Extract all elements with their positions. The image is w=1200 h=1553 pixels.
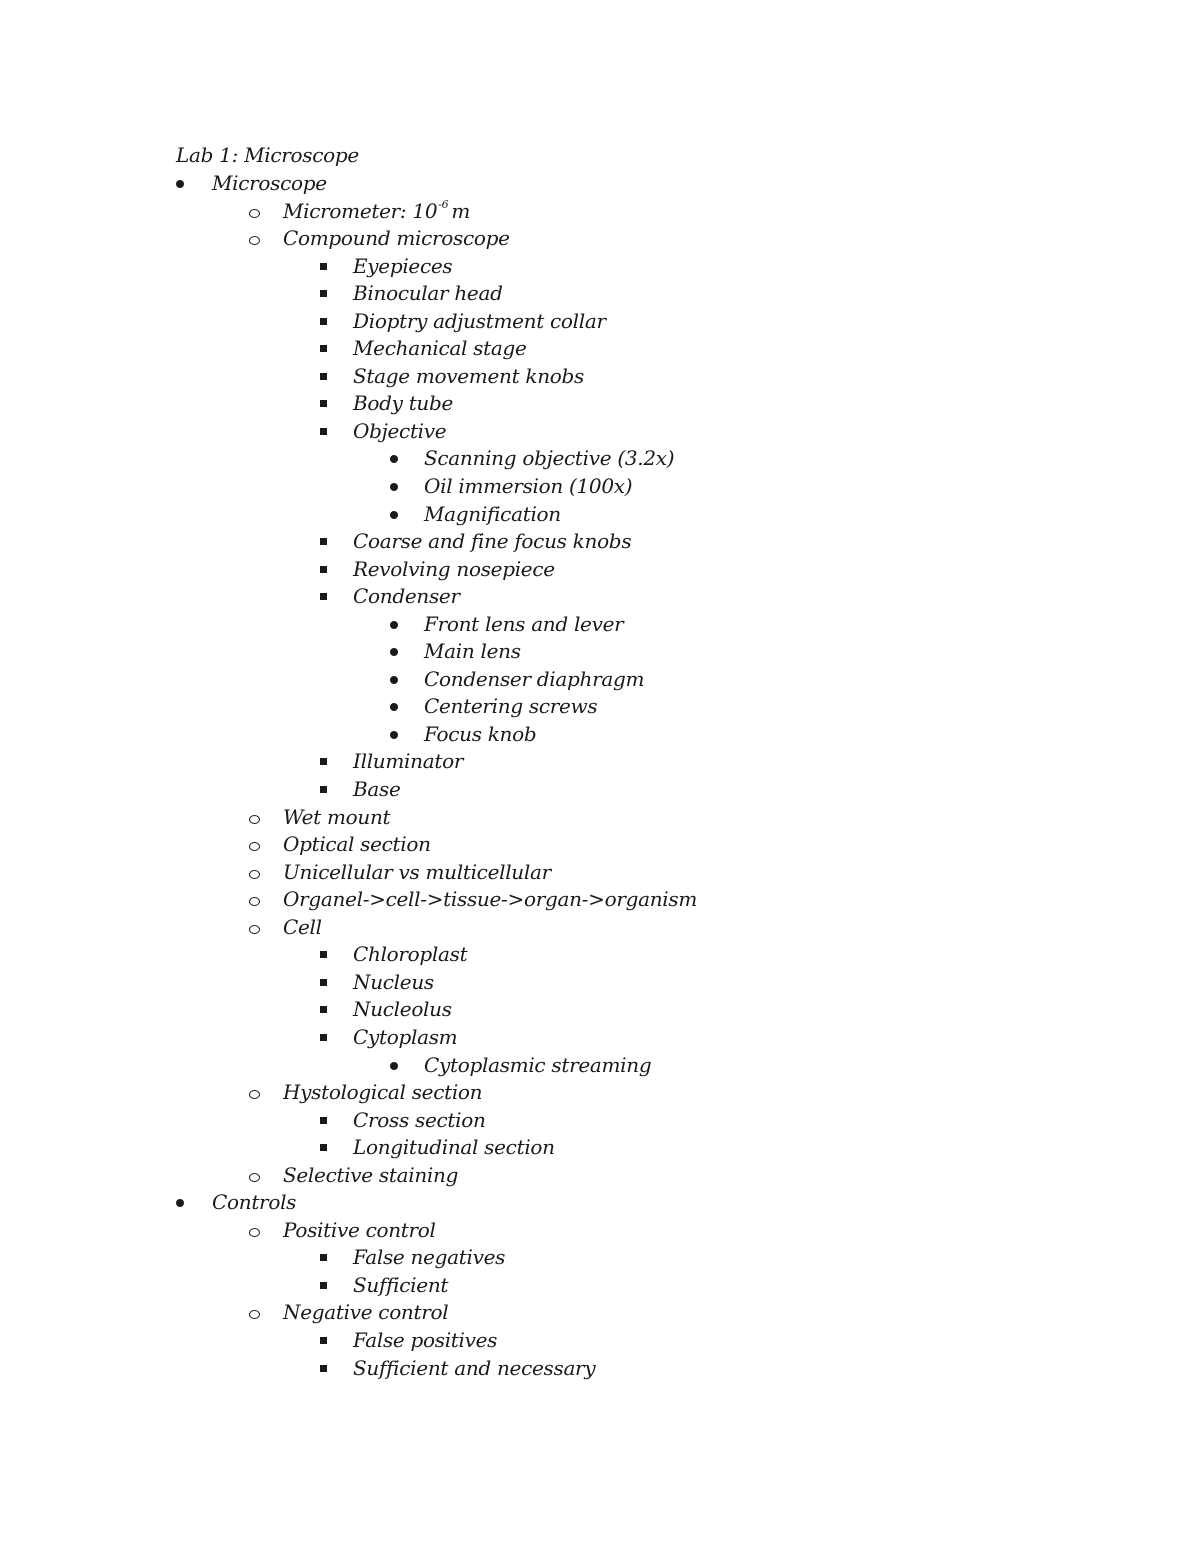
list-item-text bbox=[353, 996, 452, 1024]
bullet-disc-icon bbox=[390, 676, 398, 684]
list-item bbox=[0, 1162, 1200, 1190]
list-item-text bbox=[283, 1299, 448, 1327]
bullet-circle-icon bbox=[249, 925, 260, 934]
list-item bbox=[0, 1299, 1200, 1327]
list-item-text bbox=[424, 638, 521, 666]
list-item-text bbox=[353, 1355, 595, 1383]
bullet-square-icon bbox=[320, 1144, 327, 1151]
list-item-text bbox=[424, 445, 674, 473]
list-item bbox=[0, 225, 1200, 253]
list-item-label: Eyepieces bbox=[353, 253, 453, 278]
list-item-text bbox=[283, 859, 551, 887]
list-item-text bbox=[283, 914, 322, 942]
bullet-square-icon bbox=[320, 290, 327, 297]
list-item-text bbox=[353, 556, 555, 584]
list-item bbox=[0, 638, 1200, 666]
list-item-text bbox=[353, 969, 434, 997]
list-item bbox=[0, 528, 1200, 556]
list-item-text bbox=[283, 886, 697, 914]
list-item-label: Unicellular vs multicellular bbox=[283, 859, 551, 884]
list-item bbox=[0, 1355, 1200, 1383]
list-item bbox=[0, 693, 1200, 721]
list-item-label: Condenser diaphragm bbox=[424, 666, 645, 691]
list-item-text bbox=[353, 1134, 555, 1162]
list-item-label: Body tube bbox=[353, 391, 454, 416]
list-item-text bbox=[283, 1162, 458, 1190]
list-item-text bbox=[353, 748, 463, 776]
list-item-text bbox=[424, 1052, 651, 1080]
list-item-text bbox=[424, 721, 536, 749]
list-item-label: Coarse and fine focus knobs bbox=[353, 529, 632, 554]
list-item-label: False positives bbox=[353, 1327, 498, 1352]
bullet-square-icon bbox=[320, 1365, 327, 1372]
list-item bbox=[0, 363, 1200, 391]
list-item bbox=[0, 418, 1200, 446]
list-item bbox=[0, 335, 1200, 363]
list-item bbox=[0, 1024, 1200, 1052]
unit-label: m bbox=[451, 198, 471, 223]
list-item-label: Controls bbox=[212, 1190, 297, 1215]
list-item-text bbox=[353, 363, 584, 391]
list-item-text bbox=[353, 390, 453, 418]
list-item-label: Stage movement knobs bbox=[353, 363, 584, 388]
list-item-label: Microscope bbox=[212, 171, 327, 195]
list-item bbox=[0, 611, 1200, 639]
bullet-disc-icon bbox=[390, 483, 398, 491]
list-item bbox=[0, 776, 1200, 804]
bullet-disc-icon bbox=[390, 455, 398, 463]
bullet-square-icon bbox=[320, 373, 327, 380]
list-item-label: Longitudinal section bbox=[353, 1135, 555, 1160]
bullet-disc-icon bbox=[390, 703, 398, 711]
list-item-label: Selective staining bbox=[283, 1162, 459, 1187]
bullet-disc-icon bbox=[390, 648, 398, 656]
bullet-square-icon bbox=[320, 428, 327, 435]
list-item bbox=[0, 1244, 1200, 1272]
bullet-square-icon bbox=[320, 1337, 327, 1344]
list-item-text bbox=[424, 611, 623, 639]
list-item-text bbox=[353, 253, 452, 281]
bullet-circle-icon bbox=[249, 842, 260, 851]
list-item-label: Nucleolus bbox=[353, 997, 452, 1022]
list-item-label: Cross section bbox=[353, 1107, 486, 1132]
bullet-disc-icon bbox=[176, 1199, 184, 1207]
list-item bbox=[0, 1217, 1200, 1245]
list-item bbox=[0, 1079, 1200, 1107]
bullet-circle-icon bbox=[249, 1173, 260, 1182]
list-item-label: Mechanical stage bbox=[353, 336, 527, 361]
list-item-label: Oil immersion (100x) bbox=[424, 474, 633, 499]
list-item-label: False negatives bbox=[353, 1245, 506, 1270]
list-item-label: Focus knob bbox=[424, 721, 537, 746]
list-item bbox=[0, 1327, 1200, 1355]
list-item bbox=[0, 445, 1200, 473]
list-item bbox=[0, 390, 1200, 418]
list-item-label: Wet mount bbox=[283, 804, 391, 829]
list-item bbox=[0, 1134, 1200, 1162]
bullet-square-icon bbox=[320, 951, 327, 958]
bullet-square-icon bbox=[320, 1034, 327, 1041]
list-item-label: Compound microscope bbox=[283, 226, 510, 251]
list-item-label: Optical section bbox=[283, 832, 431, 857]
bullet-square-icon bbox=[320, 786, 327, 793]
list-item-text bbox=[353, 1272, 448, 1300]
list-item-label: Hystological section bbox=[283, 1080, 483, 1105]
list-item-label: Organel->cell->tissue->organ->organism bbox=[283, 887, 698, 912]
list-item bbox=[0, 583, 1200, 611]
list-item-label: Illuminator bbox=[353, 749, 464, 774]
list-item-label: Dioptry adjustment collar bbox=[353, 308, 606, 333]
list-item bbox=[0, 556, 1200, 584]
list-item bbox=[0, 996, 1200, 1024]
bullet-disc-icon bbox=[390, 1062, 398, 1070]
list-item bbox=[0, 804, 1200, 832]
bullet-square-icon bbox=[320, 263, 327, 270]
bullet-square-icon bbox=[320, 345, 327, 352]
list-item-text bbox=[283, 1217, 436, 1245]
bullet-square-icon bbox=[320, 758, 327, 765]
list-item-text bbox=[212, 1189, 296, 1217]
outline-list bbox=[0, 170, 1200, 1382]
bullet-circle-icon bbox=[249, 1310, 260, 1319]
list-item-text bbox=[424, 693, 597, 721]
list-item-text bbox=[353, 1244, 505, 1272]
list-item-text bbox=[283, 831, 431, 859]
list-item-label: Cell bbox=[283, 914, 322, 939]
bullet-square-icon bbox=[320, 566, 327, 573]
bullet-square-icon bbox=[320, 1117, 327, 1124]
list-item-label: Positive control bbox=[283, 1217, 436, 1242]
list-item-text bbox=[424, 501, 561, 529]
document-title: Lab 1: Microscope bbox=[176, 143, 359, 167]
list-item bbox=[0, 1189, 1200, 1217]
bullet-disc-icon bbox=[390, 621, 398, 629]
bullet-disc-icon bbox=[390, 511, 398, 519]
list-item-label: Nucleus bbox=[353, 969, 434, 994]
list-item bbox=[0, 941, 1200, 969]
list-item-text bbox=[283, 1079, 482, 1107]
bullet-square-icon bbox=[320, 593, 327, 600]
bullet-circle-icon bbox=[249, 815, 260, 824]
list-item-label: Sufficient and necessary bbox=[353, 1355, 596, 1380]
bullet-circle-icon bbox=[249, 209, 260, 218]
list-item-label: Centering screws bbox=[424, 694, 598, 719]
bullet-square-icon bbox=[320, 979, 327, 986]
list-item-text bbox=[424, 666, 644, 694]
list-item-label: Sufficient bbox=[353, 1272, 449, 1297]
list-item bbox=[0, 253, 1200, 281]
bullet-circle-icon bbox=[249, 897, 260, 906]
list-item-label: Objective bbox=[353, 418, 447, 443]
list-item-text bbox=[283, 804, 390, 832]
list-item-label: Revolving nosepiece bbox=[353, 556, 555, 581]
list-item bbox=[0, 280, 1200, 308]
list-item-label: Base bbox=[353, 777, 401, 802]
list-item-label: Cytoplasmic streaming bbox=[424, 1052, 652, 1077]
bullet-disc-icon bbox=[176, 180, 184, 188]
bullet-square-icon bbox=[320, 318, 327, 325]
bullet-circle-icon bbox=[249, 870, 260, 879]
list-item-label: Condenser bbox=[353, 584, 460, 609]
list-item bbox=[0, 721, 1200, 749]
list-item bbox=[0, 748, 1200, 776]
list-item-label: Negative control bbox=[283, 1300, 449, 1325]
list-item-text bbox=[283, 225, 510, 253]
list-item bbox=[0, 1107, 1200, 1135]
list-item-text bbox=[353, 280, 503, 308]
list-item bbox=[0, 473, 1200, 501]
list-item-text bbox=[353, 335, 527, 363]
bullet-circle-icon bbox=[249, 1228, 260, 1237]
list-item-text bbox=[353, 1107, 486, 1135]
list-item-text bbox=[353, 1024, 457, 1052]
list-item-label: Front lens and lever bbox=[424, 611, 624, 636]
bullet-square-icon bbox=[320, 400, 327, 407]
list-item-text bbox=[353, 941, 467, 969]
list-item-text bbox=[283, 198, 470, 226]
list-item bbox=[0, 198, 1200, 226]
list-item-label: Main lens bbox=[424, 639, 521, 664]
bullet-circle-icon bbox=[249, 236, 260, 245]
list-item-label: Magnification bbox=[424, 501, 561, 526]
list-item bbox=[0, 170, 1200, 198]
bullet-square-icon bbox=[320, 1282, 327, 1289]
list-item-text bbox=[353, 528, 631, 556]
list-item bbox=[0, 886, 1200, 914]
list-item bbox=[0, 501, 1200, 529]
list-item bbox=[0, 859, 1200, 887]
list-item-label: Scanning objective (3.2x) bbox=[424, 446, 675, 471]
bullet-square-icon bbox=[320, 1006, 327, 1013]
exponent: -6 bbox=[438, 197, 449, 211]
list-item-label: Binocular head bbox=[353, 281, 503, 306]
list-item-text bbox=[424, 473, 632, 501]
list-item bbox=[0, 969, 1200, 997]
list-item-text bbox=[353, 583, 460, 611]
list-item-label: Micrometer: 10 bbox=[283, 198, 438, 223]
list-item bbox=[0, 1052, 1200, 1080]
bullet-square-icon bbox=[320, 1254, 327, 1261]
list-item bbox=[0, 1272, 1200, 1300]
list-item-label: Cytoplasm bbox=[353, 1024, 458, 1049]
list-item bbox=[0, 914, 1200, 942]
list-item-text bbox=[212, 170, 327, 198]
list-item bbox=[0, 308, 1200, 336]
bullet-square-icon bbox=[320, 538, 327, 545]
list-item-text bbox=[353, 1327, 497, 1355]
bullet-circle-icon bbox=[249, 1090, 260, 1099]
bullet-disc-icon bbox=[390, 731, 398, 739]
list-item bbox=[0, 666, 1200, 694]
list-item-label: Chloroplast bbox=[353, 942, 468, 967]
list-item-text bbox=[353, 776, 401, 804]
list-item-text bbox=[353, 308, 606, 336]
list-item-text bbox=[353, 418, 446, 446]
list-item bbox=[0, 831, 1200, 859]
